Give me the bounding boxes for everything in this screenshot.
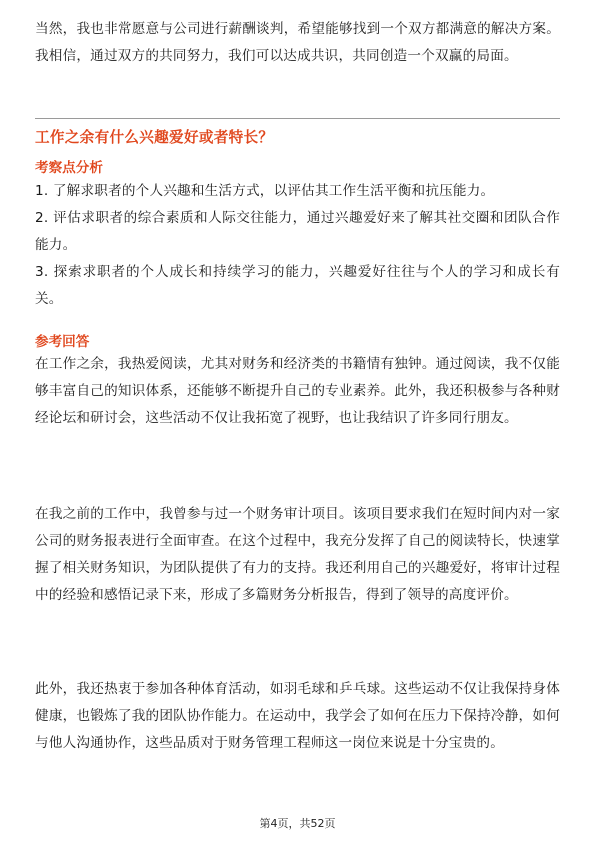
analysis-item: 1. 了解求职者的个人兴趣和生活方式，以评估其工作生活平衡和抗压能力。 <box>35 183 495 199</box>
answer-paragraph: 此外，我还热衷于参加各种体育活动，如羽毛球和乒乓球。这些运动不仅让我保持身体健康，也锻炼了我的团队协作能力。在运动中，我学会了如何在压力下保持冷静，如何与他人沟通协作，这些品质对于财务管理工程师这一岗位来说是十分宝贵的。 <box>35 681 560 751</box>
intro-paragraph: 当然，我也非常愿意与公司进行薪酬谈判，希望能够找到一个双方都满意的解决方案。我相信，通过双方的共同努力，我们可以达成共识，共同创造一个双赢的局面。 <box>35 21 560 64</box>
question-title: 工作之余有什么兴趣爱好或者特长？ <box>35 129 274 146</box>
analysis-list <box>35 178 560 313</box>
analysis-heading: 考察点分析 <box>35 160 103 176</box>
analysis-item: 2. 评估求职者的综合素质和人际交往能力，通过兴趣爱好来了解其社交圈和团队合作能力。 <box>35 210 560 253</box>
analysis-item: 3. 探索求职者的个人成长和持续学习的能力，兴趣爱好往往与个人的学习和成长有关。 <box>35 264 560 307</box>
page-number: 第4页，共52页 <box>259 817 336 830</box>
answer-heading: 参考回答 <box>35 334 90 350</box>
answer-paragraph: 在我之前的工作中，我曾参与过一个财务审计项目。该项目要求我们在短时间内对一家公司的财务报表进行全面审查。在这个过程中，我充分发挥了自己的阅读特长，快速掌握了相关财务知识，为团队提供了有力的支持。我还利用自己的兴趣爱好，将审计过程中的经验和感悟记录下来，形成了多篇财务分析报告，得到了领导的高度评价。 <box>35 506 560 603</box>
answer-paragraph: 在工作之余，我热爱阅读，尤其对财务和经济类的书籍情有独钟。通过阅读，我不仅能够丰富自己的知识体系，还能够不断提升自己的专业素养。此外，我还积极参与各种财经论坛和研讨会，这些活动不仅让我拓宽了视野，也让我结识了许多同行朋友。 <box>35 356 560 426</box>
section-divider <box>35 118 560 119</box>
